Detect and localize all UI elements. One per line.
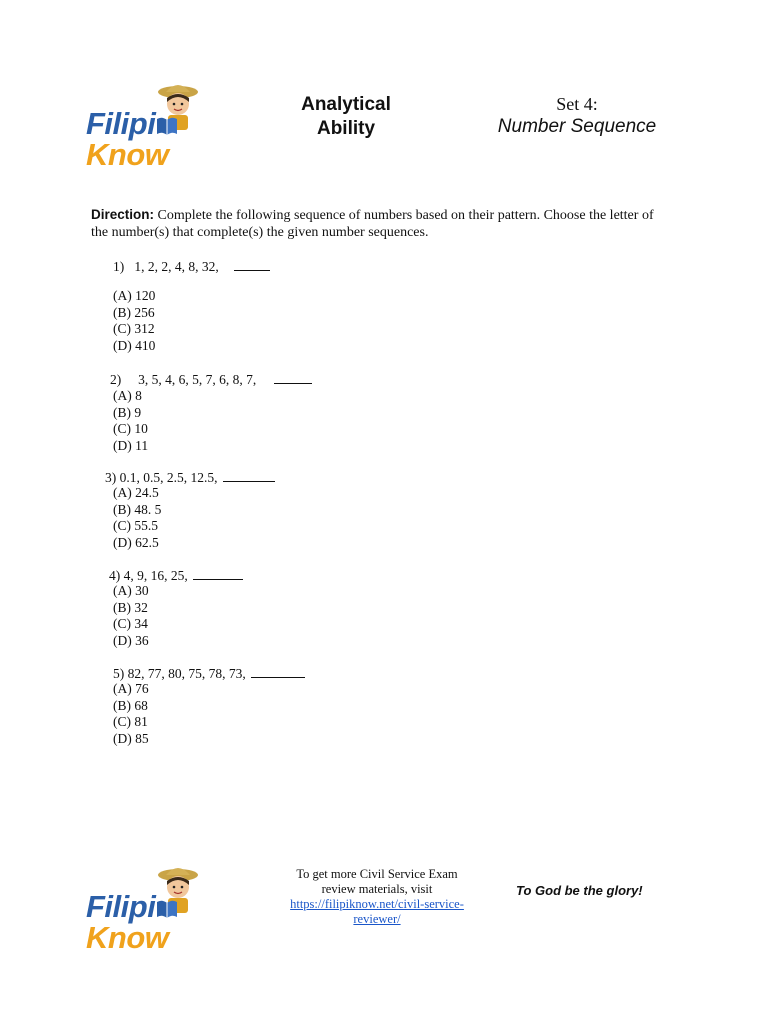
footer-link-line-2[interactable]: reviewer/ [353,912,401,926]
option-b: (B) 256 [113,304,155,320]
option-d: (D) 36 [113,632,149,648]
question-3 [105,469,275,486]
option-b: (B) 68 [113,697,148,713]
answer-blank [234,258,270,271]
question-sequence: 3, 5, 4, 6, 5, 7, 6, 8, 7, [138,372,257,387]
direction-label: Direction: [91,207,155,222]
footer-text-line-2: review materials, visit [321,882,433,896]
question-sequence: 82, 77, 80, 75, 78, 73, [127,666,246,681]
question-number: 2) [110,372,122,387]
direction-text: Complete the following sequence of numbers based on their pattern. Choose the letter of the number(s) that complete(s) the given number sequences. [91,208,654,240]
footer-glory: To God be the glory! [516,883,643,898]
set-heading [484,94,670,138]
title-line-1: Analytical [301,94,391,115]
question-number: 5) [113,666,125,681]
set-topic: Number Sequence [497,116,657,137]
option-a: (A) 30 [113,583,149,598]
footer-logo [86,865,256,955]
option-a: (A) 76 [113,681,149,696]
logo-text-right: Know [86,137,169,172]
option-d: (D) 62.5 [113,534,159,550]
option-b: (B) 9 [113,404,142,420]
question-number: 4) [109,568,121,583]
question-number: 3) [105,470,117,485]
option-d: (D) 410 [113,337,156,353]
answer-blank [193,567,243,580]
question-1 [113,258,270,275]
option-a: (A) 120 [113,288,156,303]
question-1-options [113,288,155,354]
option-c: (C) 81 [113,714,148,729]
page-title [276,93,416,141]
option-a: (A) 8 [113,388,142,403]
direction-paragraph [91,206,661,241]
option-c: (C) 55.5 [113,518,158,533]
option-d: (D) 11 [113,437,149,453]
question-4-options [113,583,149,649]
question-sequence: 4, 9, 16, 25, [123,568,188,583]
logo-text-left: Filipi [86,889,156,924]
question-sequence: 0.1, 0.5, 2.5, 12.5, [119,470,218,485]
answer-blank [223,469,275,482]
open-book-icon [155,115,179,137]
question-4 [109,567,243,584]
option-c: (C) 34 [113,616,148,631]
option-b: (B) 48. 5 [113,501,162,517]
question-sequence: 1, 2, 2, 4, 8, 32, [134,259,219,274]
answer-blank [251,665,305,678]
option-c: (C) 10 [113,421,148,436]
question-2 [110,371,312,388]
footer-link-line-1[interactable]: https://filipiknow.net/civil-service- [290,897,464,911]
open-book-icon [155,898,179,920]
option-a: (A) 24.5 [113,485,159,500]
question-number: 1) [113,259,125,274]
option-c: (C) 312 [113,321,155,336]
option-b: (B) 32 [113,599,148,615]
set-label: Set 4: [556,94,598,114]
footer-promo [282,867,472,927]
title-line-2: Ability [316,118,376,139]
question-3-options [113,485,161,551]
logo-text-right: Know [86,920,169,955]
question-5 [113,665,305,682]
question-5-options [113,681,149,747]
footer-text-line-1: To get more Civil Service Exam [296,867,458,881]
option-d: (D) 85 [113,730,149,746]
header-logo [86,82,256,172]
question-2-options [113,388,148,454]
logo-text-left: Filipi [86,106,156,141]
answer-blank [274,371,312,384]
